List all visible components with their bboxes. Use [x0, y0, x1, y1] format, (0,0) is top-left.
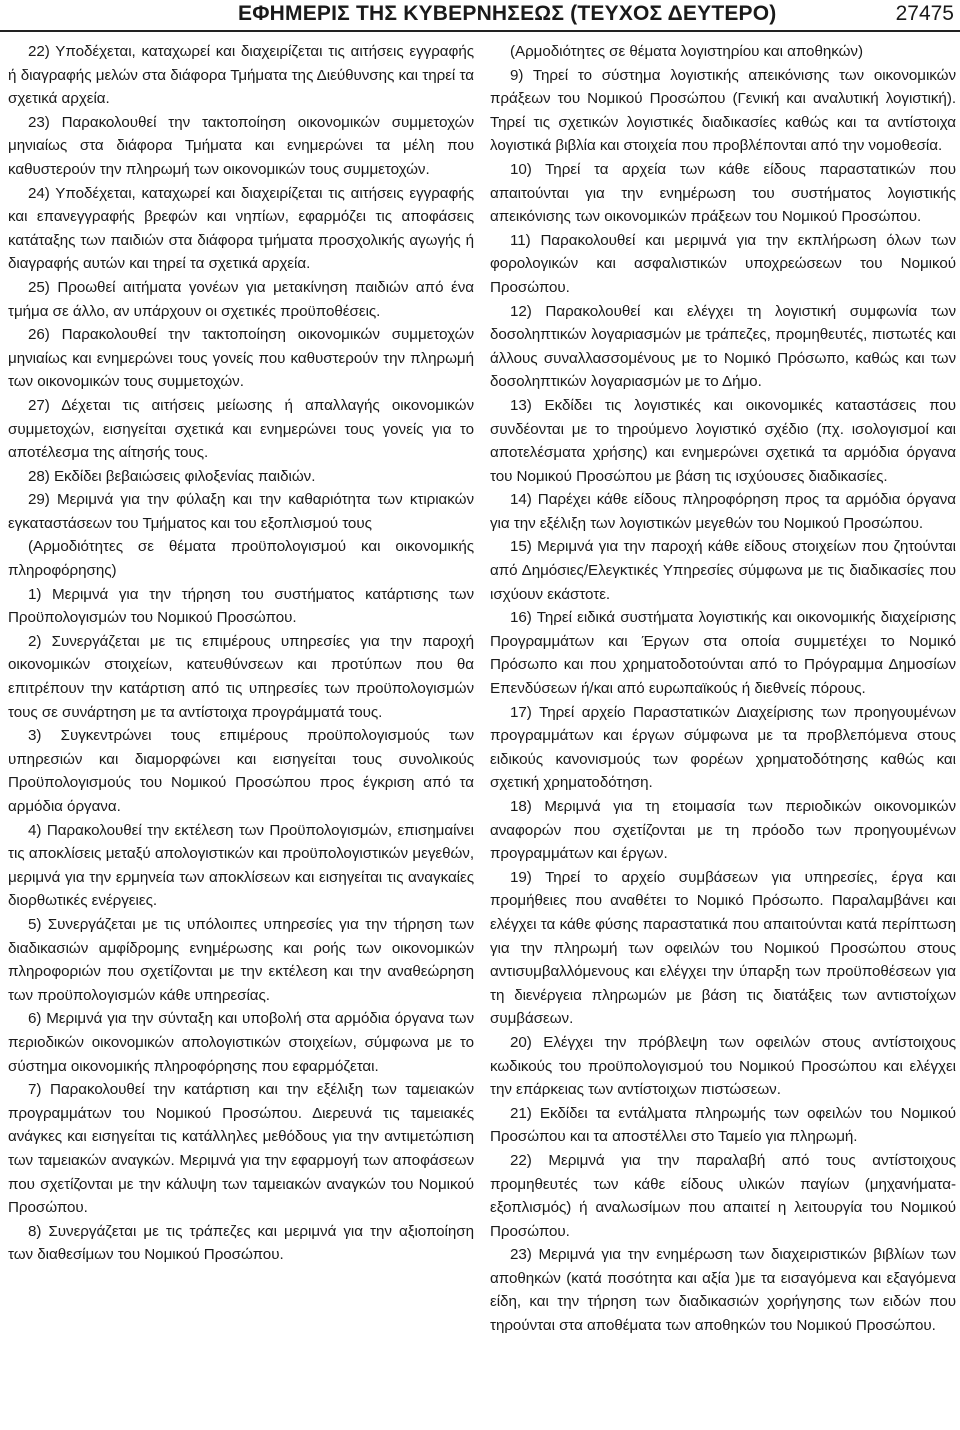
header-divider [0, 30, 960, 32]
paragraph: 3) Συγκεντρώνει τους επιμέρους προϋπολογισμούς των υπηρεσιών και διαμορφώνει και εισηγείται τους συνολικούς Προϋπολογισμούς του Νομικού Προσώπου προς έγκριση από τα αρμόδια όργανα. [8, 727, 474, 815]
right-text-column [490, 40, 956, 1424]
paragraph: 12) Παρακολουθεί και ελέγχει τη λογιστική συμφωνία των δοσοληπτικών λογαριασμών με τράπεζες, προμηθευτές, πιστωτές και άλλους συναλλασσομένους με το Νομικό Πρόσωπο, καθώς και των δοσοληπτικών λογαριασμών με το Δήμο. [490, 302, 956, 391]
paragraph: 6) Μεριμνά για την σύνταξη και υποβολή στα αρμόδια όργανα των περιοδικών οικονομικών απολογιστικών στοιχείων, σύμφωνα με το σύστημα οικονομικής πληροφόρησης που εφαρμόζεται. [8, 1010, 474, 1075]
paragraph: 11) Παρακολουθεί και μεριμνά για την εκπλήρωση όλων των φορολογικών και ασφαλιστικών υποχρεώσεων του Νομικού Προσώπου. [490, 231, 956, 296]
paragraph: 4) Παρακολουθεί την εκτέλεση των Προϋπολογισμών, επισημαίνει τις αποκλίσεις μεταξύ απολογιστικών και προϋπολογιστικών μεγεθών, μεριμνά για την ερμηνεία των αποκλίσεων και εισηγείται τις αναγκαίες διορθωτικές ενέργειες. [8, 821, 474, 910]
paragraph: 15) Μεριμνά για την παροχή κάθε είδους στοιχείων που ζητούνται από Δημόσιες/Ελεγκτικές Υπηρεσίες σύμφωνα με τις διαδικασίες που ισχύουν εκάστοτε. [490, 538, 956, 603]
paragraph: 20) Ελέγχει την πρόβλεψη των οφειλών στους αντίστοιχους κωδικούς του προϋπολογισμού του Νομικού Προσώπου και ελέγχει την επάρκειας των αντίστοιχων πιστώσεων. [490, 1033, 956, 1099]
paragraph: 1) Μεριμνά για την τήρηση του συστήματος κατάρτισης των Προϋπολογισμών του Νομικού Προσώπου. [8, 585, 474, 627]
paragraph: 25) Προωθεί αιτήματα γονέων για μετακίνηση παιδιών από ένα τμήμα σε άλλο, αν υπάρχουν οι σχετικές προϋποθέσεις. [8, 278, 474, 320]
paragraph: (Αρμοδιότητες σε θέματα προϋπολογισμού και οικονομικής πληροφόρησης) [8, 538, 474, 580]
paragraph: 17) Τηρεί αρχείο Παραστατικών Διαχείρισης των προηγουμένων προγραμμάτων και έργων σύμφωνα με τα προβλεπόμενα στους ειδικούς κανονισμούς των φορέων χρηματοδότησης καθώς και σχετική χρηματοδότηση. [490, 703, 956, 792]
left-text-column [8, 40, 474, 1424]
paragraph: 5) Συνεργάζεται με τις υπόλοιπες υπηρεσίες για την τήρηση των διαδικασιών αμφίδρομης ενημέρωσης και ροής των οικονομικών πληροφοριών που σχετίζονται με την εκτέλεση και την αναθεώρηση των προϋπολογισμών κάθε υπηρεσίας. [8, 915, 474, 1004]
paragraph: 27) Δέχεται τις αιτήσεις μείωσης ή απαλλαγής οικονομικών συμμετοχών, εισηγείται σχετικά και ενημερώνει τους γονείς για το αποτέλεσμα της αίτησής τους. [8, 396, 474, 462]
page-header [0, 0, 960, 30]
paragraph: 26) Παρακολουθεί την τακτοποίηση οικονομικών συμμετοχών μηνιαίως και ενημερώνει τους γονείς που καθυστερούν την πληρωμή των οικονομικών τους συμμετοχών. [8, 326, 474, 391]
paragraph: 14) Παρέχει κάθε είδους πληροφόρηση προς τα αρμόδια όργανα για την εξέλιξη των λογιστικών μεγεθών του Νομικού Προσώπου. [490, 491, 956, 532]
paragraph: 28) Εκδίδει βεβαιώσεις φιλοξενίας παιδιών. [28, 467, 316, 485]
page-number: 27475 [895, 2, 954, 25]
paragraph: 23) Μεριμνά για την ενημέρωση των διαχειριστικών βιβλίων των αποθηκών (κατά ποσότητα και αξία )με τα εισαγόμενα και εξαγόμενα είδη, και την τήρηση των διαδικασιών χορήγησης των ειδών που τηρούνται στα αποθέματα των αποθηκών του Νομικού Προσώπου. [490, 1246, 956, 1335]
paragraph: 9) Τηρεί το σύστημα λογιστικής απεικόνισης των οικονομικών πράξεων του Νομικού Προσώπου (Γενική και αναλυτική λογιστική). Τηρεί τις σχετικών λογιστικές διαδικασίες καθώς και τα αντίστοιχα λογιστικά βιβλία και στοιχεία που προβλέπονται από την νομοθεσία. [490, 66, 956, 155]
paragraph: 18) Μεριμνά για τη ετοιμασία των περιοδικών οικονομικών αναφορών που σχετίζονται με τη πρόοδο των προηγουμένων προγραμμάτων και έργων. [490, 798, 956, 863]
paragraph: (Αρμοδιότητες σε θέματα λογιστηρίου και αποθηκών) [510, 43, 863, 60]
paragraph: 29) Μεριμνά για την φύλαξη και την καθαριότητα των κτιριακών εγκαταστάσεων του Τμήματος και του εξοπλισμού τους [8, 491, 474, 532]
paragraph: 10) Τηρεί τα αρχεία των κάθε είδους παραστατικών που απαιτούνται για την ενημέρωση του συστήματος λογιστικής απεικόνισης των οικονομικών πράξεων του Νομικού Προσώπου. [490, 160, 956, 226]
paragraph: 7) Παρακολουθεί την κατάρτιση και την εξέλιξη των ταμειακών προγραμμάτων του Νομικού Προσώπου. Διερευνά τις ταμειακές ανάγκες και εισηγείται τις κατάλληλες μεθόδους για την αντιμετώπιση των ταμειακών αναγκών. Μεριμνά για την εφαρμογή των αποφάσεων που σχετίζονται με την κάλυψη των ταμειακών αναγκών του Νομικού Προσώπου. [8, 1081, 474, 1217]
paragraph: 8) Συνεργάζεται με τις τράπεζες και μεριμνά για την αξιοποίηση των διαθεσίμων του Νομικού Προσώπου. [8, 1222, 474, 1264]
paragraph: 24) Υποδέχεται, καταχωρεί και διαχειρίζεται τις αιτήσεις εγγραφής και επανεγγραφής βρεφών και νηπίων, εφαρμόζει τις αποφάσεις κατάταξης των παιδιών στα διάφορα τμήματα προσχολικής αγωγής ή διαγραφής αυτών και τηρεί τα σχετικά αρχεία. [8, 184, 474, 273]
paragraph: 22) Υποδέχεται, καταχωρεί και διαχειρίζεται τις αιτήσεις εγγραφής ή διαγραφής μελών στα διάφορα Τμήματα της Διεύθυνσης και τηρεί τα σχετικά αρχεία. [8, 43, 474, 108]
paragraph: 21) Εκδίδει τα εντάλματα πληρωμής των οφειλών του Νομικού Προσώπου και τα αποστέλλει στο Ταμείο για πληρωμή. [490, 1104, 956, 1146]
paragraph: 22) Μεριμνά για την παραλαβή από τους αντίστοιχους προμηθευτές των κάθε είδους υλικών παγίων (μηχανήματα-εξοπλισμός) ή αναλωσίμων που απαιτεί η λειτουργία του Νομικού Προσώπου. [490, 1151, 956, 1240]
paragraph: 23) Παρακολουθεί την τακτοποίηση οικονομικών συμμετοχών μηνιαίως στα διάφορα Τμήματα και ενημερώνει τα μέλη που καθυστερούν την πληρωμή των οικονομικών τους συμμετοχών. [8, 113, 474, 178]
paragraph: 2) Συνεργάζεται με τις επιμέρους υπηρεσίες για την παροχή οικονομικών στοιχείων, κατευθύνσεων και προτύπων που θα επιτρέπουν την κατάρτιση από τις υπηρεσίες των προϋπολογισμών τους σε συνάρτηση με τα αντίστοιχα προγράμματά τους. [8, 632, 474, 721]
paragraph: 19) Τηρεί το αρχείο συμβάσεων για υπηρεσίες, έργα και προμήθειες που αναθέτει το Νομικό Πρόσωπο. Παραλαμβάνει και ελέγχει τα κάθε φύσης παραστατικά που απαιτούνται κατά περίπτωση για την πληρωμή των οφειλών του Νομικού Προσώπου στους αντισυμβαλλόμενους και ελέγχει την ύπαρξη των προϋποθέσεων για τη διενέργεια πληρωμών με βάση τις διατάξεις των αντιστοίχων συμβάσεων. [490, 868, 956, 1028]
paragraph: 16) Τηρεί ειδικά συστήματα λογιστικής και οικονομικής διαχείρισης Προγραμμάτων και Έργων στα οποία συμμετέχει το Νομικό Πρόσωπο και που χρηματοδοτούνται από το Πρόγραμμα Δημοσίων Επενδύσεων ή/και από ευρωπαϊκούς ή διεθνείς πόρους. [490, 609, 956, 698]
paragraph: 13) Εκδίδει τις λογιστικές και οικονομικές καταστάσεις που συνδέονται με το τηρούμενο λογιστικό σχέδιο (πχ. ισολογισμοί και αποτελέσματα χρήσης) και ενημερώνει σχετικά τα αρμόδια όργανα του Νομικού Προσώπου με βάση τις ισχύουσες διαδικασίες. [490, 396, 956, 485]
gazette-title: ΕΦΗΜΕΡΙΣ ΤΗΣ ΚΥΒΕΡΝΗΣΕΩΣ (ΤΕΥΧΟΣ ΔΕΥΤΕΡΟ) [238, 2, 777, 25]
